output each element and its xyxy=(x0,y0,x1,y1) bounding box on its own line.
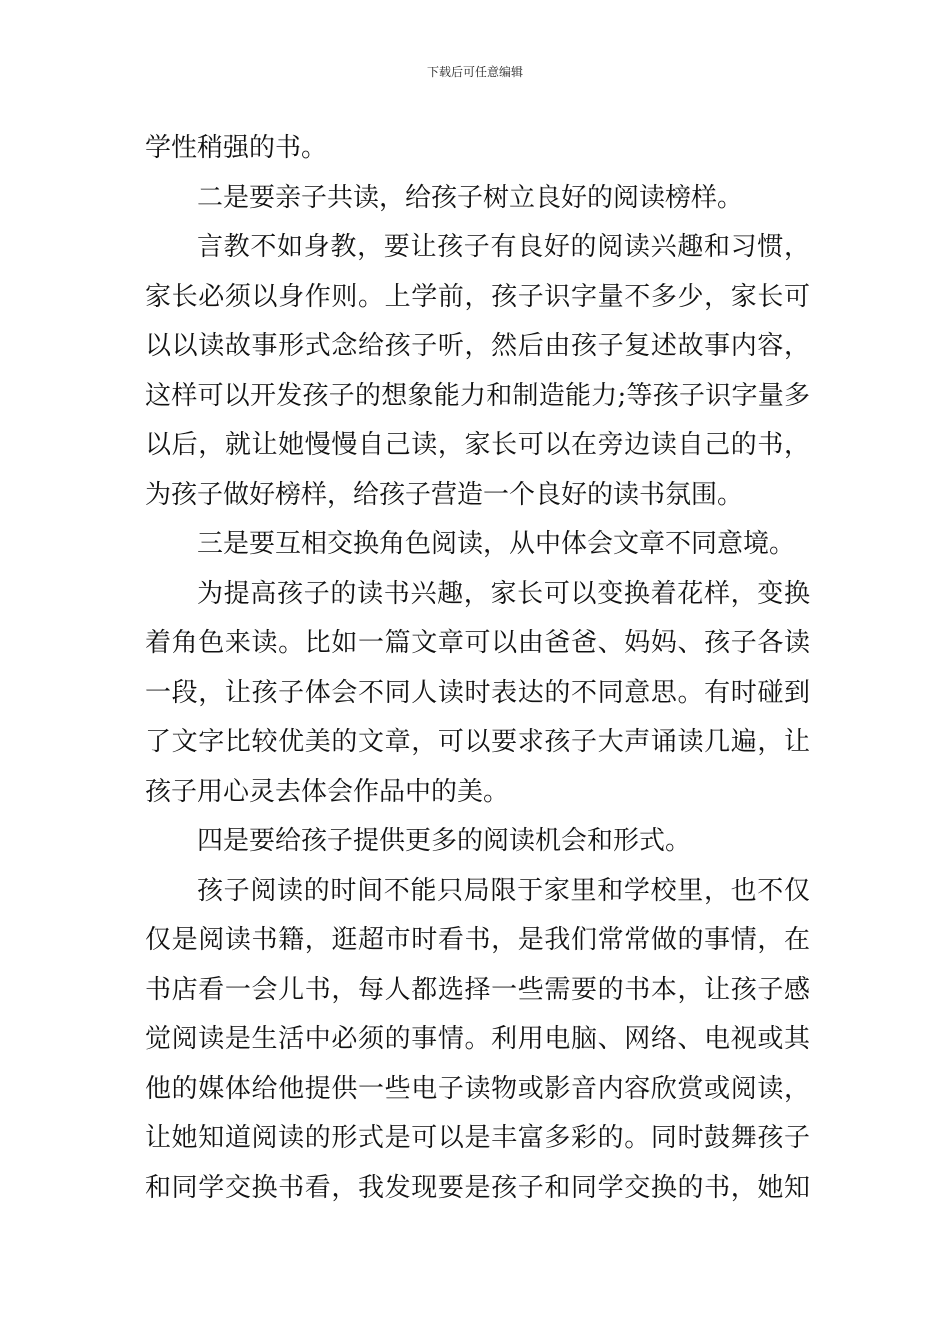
text-line: 这样可以开发孩子的想象能力和制造能力;等孩子识字量多 xyxy=(145,380,810,411)
text-line: 为孩子做好榜样，给孩子营造一个良好的读书氛围。 xyxy=(145,479,744,510)
text-line: 以后，就让她慢慢自己读，家长可以在旁边读自己的书， xyxy=(145,430,810,460)
text-line: 书店看一会儿书，每人都选择一些需要的书本，让孩子感 xyxy=(145,974,810,1005)
text-line: 孩子阅读的时间不能只局限于家里和学校里，也不仅 xyxy=(197,875,810,906)
text-line: 让她知道阅读的形式是可以是丰富多彩的。同时鼓舞孩子 xyxy=(145,1123,810,1153)
text-line: 以以读故事形式念给孩子听，然后由孩子复述故事内容， xyxy=(145,331,810,361)
text-line: 一段，让孩子体会不同人读时表达的不同意思。有时碰到 xyxy=(145,677,810,708)
text-line: 仅是阅读书籍，逛超市时看书，是我们常常做的事情，在 xyxy=(145,925,810,955)
text-line: 了文字比较优美的文章，可以要求孩子大声诵读几遍，让 xyxy=(145,727,810,757)
text-line: 他的媒体给他提供一些电子读物或影音内容欣赏或阅读， xyxy=(145,1073,810,1104)
text-line: 和同学交换书看，我发现要是孩子和同学交换的书，她知 xyxy=(145,1172,810,1203)
page-header: 下载后可任意编辑 xyxy=(426,65,523,79)
text-line: 二是要亲子共读，给孩子树立良好的阅读榜样。 xyxy=(197,182,744,213)
text-line: 着角色来读。比如一篇文章可以由爸爸、妈妈、孩子各读 xyxy=(145,628,810,658)
text-line: 言教不如身教，要让孩子有良好的阅读兴趣和习惯， xyxy=(197,232,810,262)
text-line: 四是要给孩子提供更多的阅读机会和形式。 xyxy=(197,826,692,856)
text-line: 三是要互相交换角色阅读，从中体会文章不同意境。 xyxy=(197,529,796,559)
text-line: 孩子用心灵去体会作品中的美。 xyxy=(145,776,510,807)
text-line: 为提高孩子的读书兴趣，家长可以变换着花样，变换 xyxy=(197,578,810,609)
text-line: 觉阅读是生活中必须的事情。利用电脑、网络、电视或其 xyxy=(145,1024,810,1054)
document-body xyxy=(145,124,810,1213)
text-line: 家长必须以身作则。上学前，孩子识字量不多少，家长可 xyxy=(145,281,810,312)
text-line: 学性稍强的书。 xyxy=(145,133,328,163)
